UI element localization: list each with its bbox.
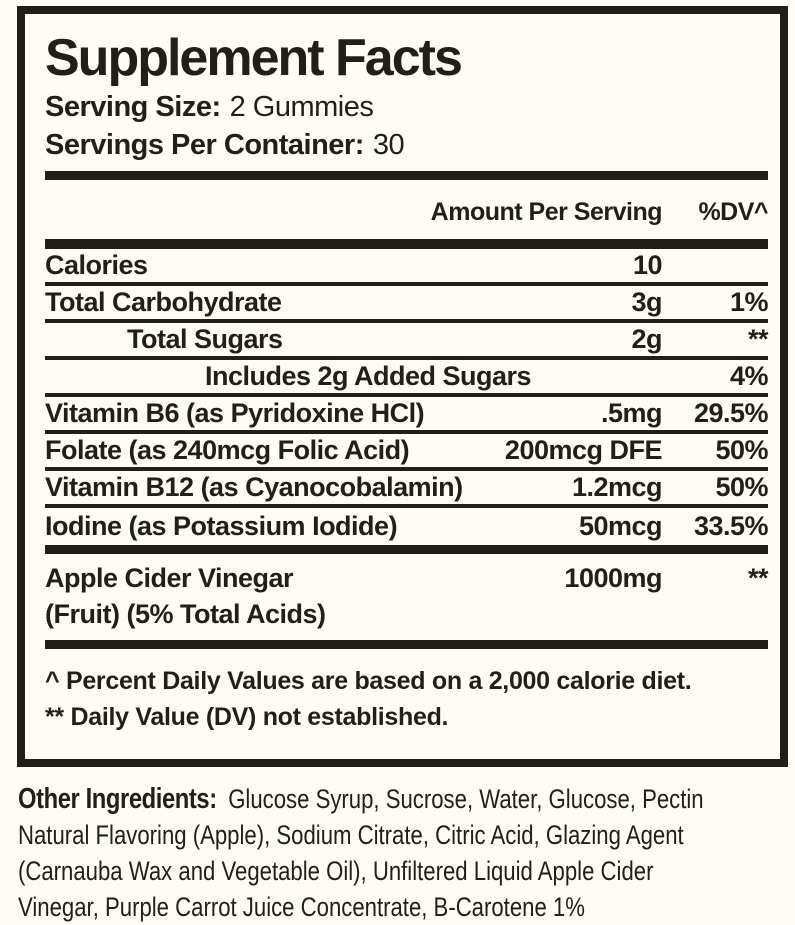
table-row-total-sugars (45, 323, 768, 360)
nutrient-amount: 200mcg DFE (504, 435, 662, 465)
table-row-total-carbohydrate (45, 286, 768, 323)
other-ingredients-section (18, 781, 793, 925)
panel-title: Supplement Facts (45, 29, 461, 87)
nutrient-dv: 1% (729, 287, 768, 317)
nutrient-amount: 1000mg (564, 562, 662, 593)
nutrient-dv: 33.5% (693, 511, 768, 541)
servings-per-container-value: 30 (372, 129, 405, 161)
nutrient-dv: ** (747, 562, 768, 593)
other-ingredients-text: (Carnauba Wax and Vegetable Oil), Unfiltered Liquid Apple Cider (18, 856, 654, 886)
serving-size-label: Serving Size: (45, 91, 221, 123)
nutrient-amount: 10 (632, 250, 662, 280)
table-row-apple-cider-vinegar (45, 554, 768, 640)
table-row-calories (45, 249, 768, 286)
table-row-folate (45, 434, 768, 471)
nutrient-name: Includes 2g Added Sugars (205, 361, 532, 391)
divider-thick (45, 545, 768, 554)
servings-per-container-row (45, 129, 768, 162)
nutrient-dv: ** (747, 324, 768, 354)
other-ingredients-text: Glucose Syrup, Sucrose, Water, Glucose, Pectin (228, 784, 704, 814)
nutrient-amount: .5mg (600, 398, 662, 428)
nutrient-amount: 1.2mcg (571, 472, 662, 502)
nutrient-amount: 3g (631, 287, 662, 317)
nutrient-name: Iodine (as Potassium Iodide) (45, 511, 398, 541)
nutrient-subname: (Fruit) (5% Total Acids) (45, 599, 326, 629)
supplement-facts-panel (17, 6, 788, 767)
divider-thick (45, 640, 768, 649)
servings-per-container-label: Servings Per Container: (45, 129, 364, 161)
divider-thick (45, 171, 768, 180)
other-ingredients-text: Natural Flavoring (Apple), Sodium Citrate, Citric Acid, Glazing Agent (18, 820, 684, 850)
table-row-added-sugars (45, 360, 768, 397)
amount-per-serving-header: Amount Per Serving (430, 198, 662, 226)
nutrient-name: Folate (as 240mcg Folic Acid) (45, 435, 410, 465)
footnote-dv-not-established: ** Daily Value (DV) not established. (45, 703, 449, 731)
nutrient-amount: 2g (631, 324, 662, 354)
table-row-vitamin-b6 (45, 397, 768, 434)
nutrient-name: Total Carbohydrate (45, 287, 282, 317)
table-row-vitamin-b12 (45, 471, 768, 508)
nutrient-amount: 50mcg (578, 511, 662, 541)
footnote-daily-values: ^ Percent Daily Values are based on a 2,000 calorie diet. (45, 667, 692, 695)
nutrient-name: Total Sugars (127, 324, 283, 354)
table-row-iodine (45, 508, 768, 545)
serving-size-row (45, 91, 768, 124)
table-header-row (45, 180, 768, 239)
nutrient-name: Apple Cider Vinegar (45, 562, 294, 593)
nutrient-name: Vitamin B6 (as Pyridoxine HCl) (45, 398, 425, 428)
nutrient-name: Vitamin B12 (as Cyanocobalamin) (45, 472, 463, 502)
nutrient-dv: 50% (715, 472, 768, 502)
other-ingredients-heading: Other Ingredients: (18, 783, 217, 815)
percent-dv-header: %DV^ (698, 198, 768, 226)
nutrient-name: Calories (45, 250, 148, 280)
divider-thick (45, 239, 768, 249)
other-ingredients-text: Vinegar, Purple Carrot Juice Concentrate, B-Carotene 1% (18, 892, 585, 922)
footnotes (45, 649, 768, 735)
nutrient-dv: 4% (729, 361, 768, 391)
nutrient-dv: 29.5% (693, 398, 768, 428)
nutrient-dv: 50% (715, 435, 768, 465)
serving-size-value: 2 Gummies (229, 91, 374, 123)
